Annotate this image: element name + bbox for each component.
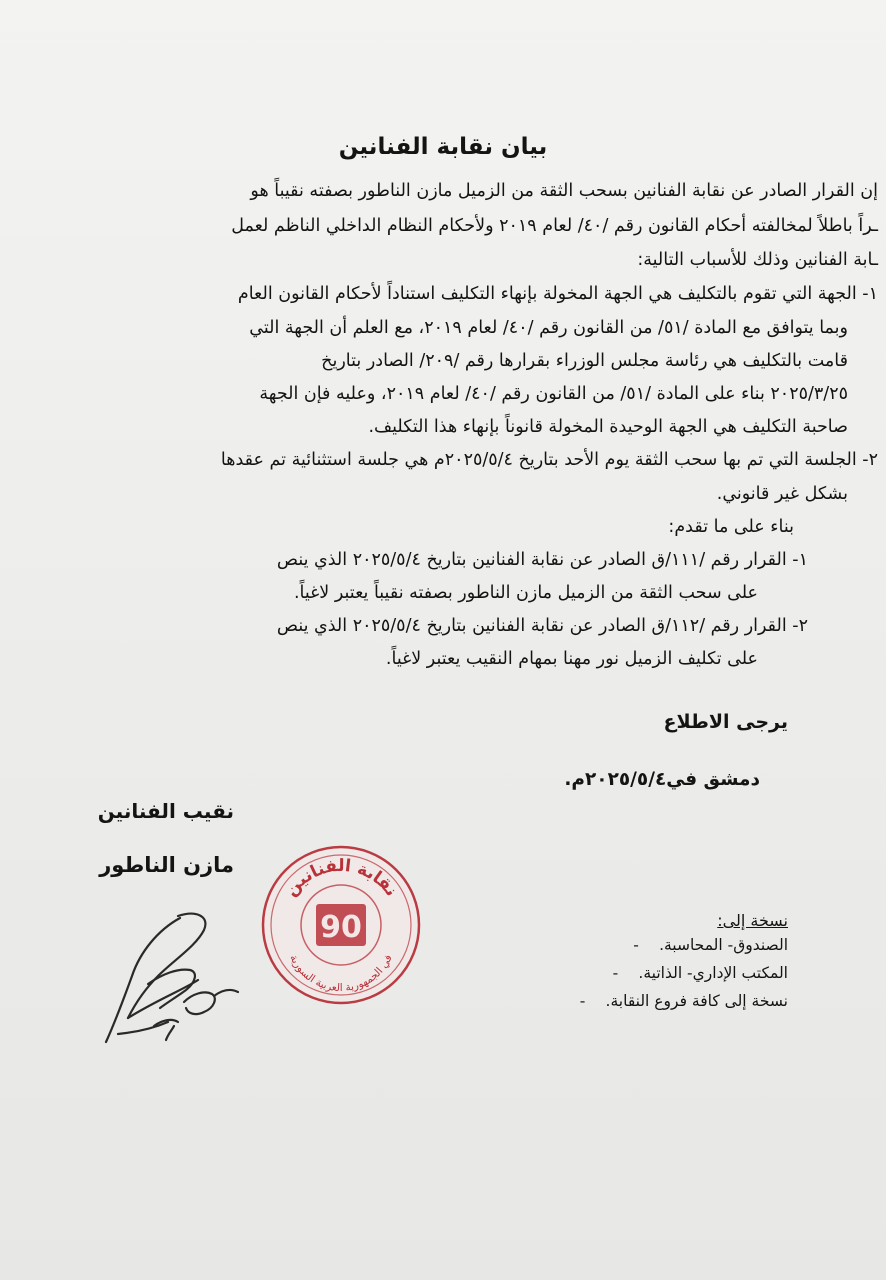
decision-1-line: ١- القرار رقم /١١١/ق الصادر عن نقابة الفنانين بتاريخ ٢٠٢٥/٥/٤ الذي ينص <box>276 550 808 570</box>
reason-2-line: بشكل غير قانوني. <box>716 484 848 504</box>
copy-item-text: المكتب الإداري- الذاتية. <box>638 964 788 982</box>
reason-1-line: ٢٠٢٥/٣/٢٥ بناء على المادة /٥١/ من القانون رقم /٤٠/ لعام ٢٠١٩، وعليه فإن الجهة <box>259 384 848 404</box>
copy-item-text: نسخة إلى كافة فروع النقابة. <box>605 992 788 1010</box>
seal-bottom-text: في الجمهورية العربية السورية <box>287 952 395 995</box>
signer-name: مازن الناطور <box>99 853 234 877</box>
reason-1-line: وبما يتوافق مع المادة /٥١/ من القانون رقم /٤٠/ لعام ٢٠١٩، مع العلم أن الجهة التي <box>249 318 848 338</box>
copies-heading: نسخة إلى: <box>717 911 788 930</box>
handwritten-signature <box>88 890 258 1060</box>
decision-1-line: على سحب الثقة من الزميل مازن الناطور بصفته نقيباً يعتبر لاغياً. <box>293 583 758 603</box>
seal-number: 90 <box>320 910 362 945</box>
signer-title: نقيب الفنانين <box>97 799 234 823</box>
conclusion-heading: بناء على ما تقدم: <box>668 517 794 537</box>
bullet-dash: - <box>579 992 586 1010</box>
paragraph-line: ـابة الفنانين وذلك للأسباب التالية: <box>637 250 878 270</box>
reason-2-line: ٢- الجلسة التي تم بها سحب الثقة يوم الأحد بتاريخ ٢٠٢٥/٥/٤م هي جلسة استثنائية تم عقدها <box>220 450 878 470</box>
bullet-dash: - <box>612 964 619 982</box>
decision-2-line: ٢- القرار رقم /١١٢/ق الصادر عن نقابة الفنانين بتاريخ ٢٠٢٥/٥/٤ الذي ينص <box>276 616 808 636</box>
decision-2-line: على تكليف الزميل نور مهنا بمهام النقيب يعتبر لاغياً. <box>385 649 758 669</box>
paragraph-line: ـراً باطلاً لمخالفته أحكام القانون رقم /٤٠/ لعام ٢٠١٩ ولأحكام النظام الداخلي الناظم لعمل <box>231 216 878 236</box>
copy-recipient <box>592 966 788 982</box>
document-title: بيان نقابة الفنانين <box>338 134 548 160</box>
copy-recipient <box>560 994 788 1010</box>
copy-item-text: الصندوق- المحاسبة. <box>659 936 788 954</box>
syndicate-seal <box>256 840 426 1010</box>
copy-recipient <box>613 938 788 954</box>
paragraph-line: إن القرار الصادر عن نقابة الفنانين بسحب الثقة من الزميل مازن الناطور بصفته نقيباً هو <box>250 181 878 201</box>
acknowledgement-note: يرجى الاطلاع <box>663 711 788 733</box>
seal-top-text: نقابة الفنانين <box>281 855 402 901</box>
place-date: دمشق في٢٠٢٥/٥/٤م. <box>564 769 760 790</box>
bullet-dash: - <box>633 936 639 954</box>
reason-1-line: قامت بالتكليف هي رئاسة مجلس الوزراء بقرارها رقم /٢٠٩/ الصادر بتاريخ <box>321 351 848 371</box>
reason-1-line: صاحبة التكليف هي الجهة الوحيدة المخولة قانوناً بإنهاء هذا التكليف. <box>368 417 848 437</box>
reason-1-line: ١- الجهة التي تقوم بالتكليف هي الجهة المخولة بإنهاء التكليف استناداً لأحكام القانون العام <box>237 284 878 304</box>
